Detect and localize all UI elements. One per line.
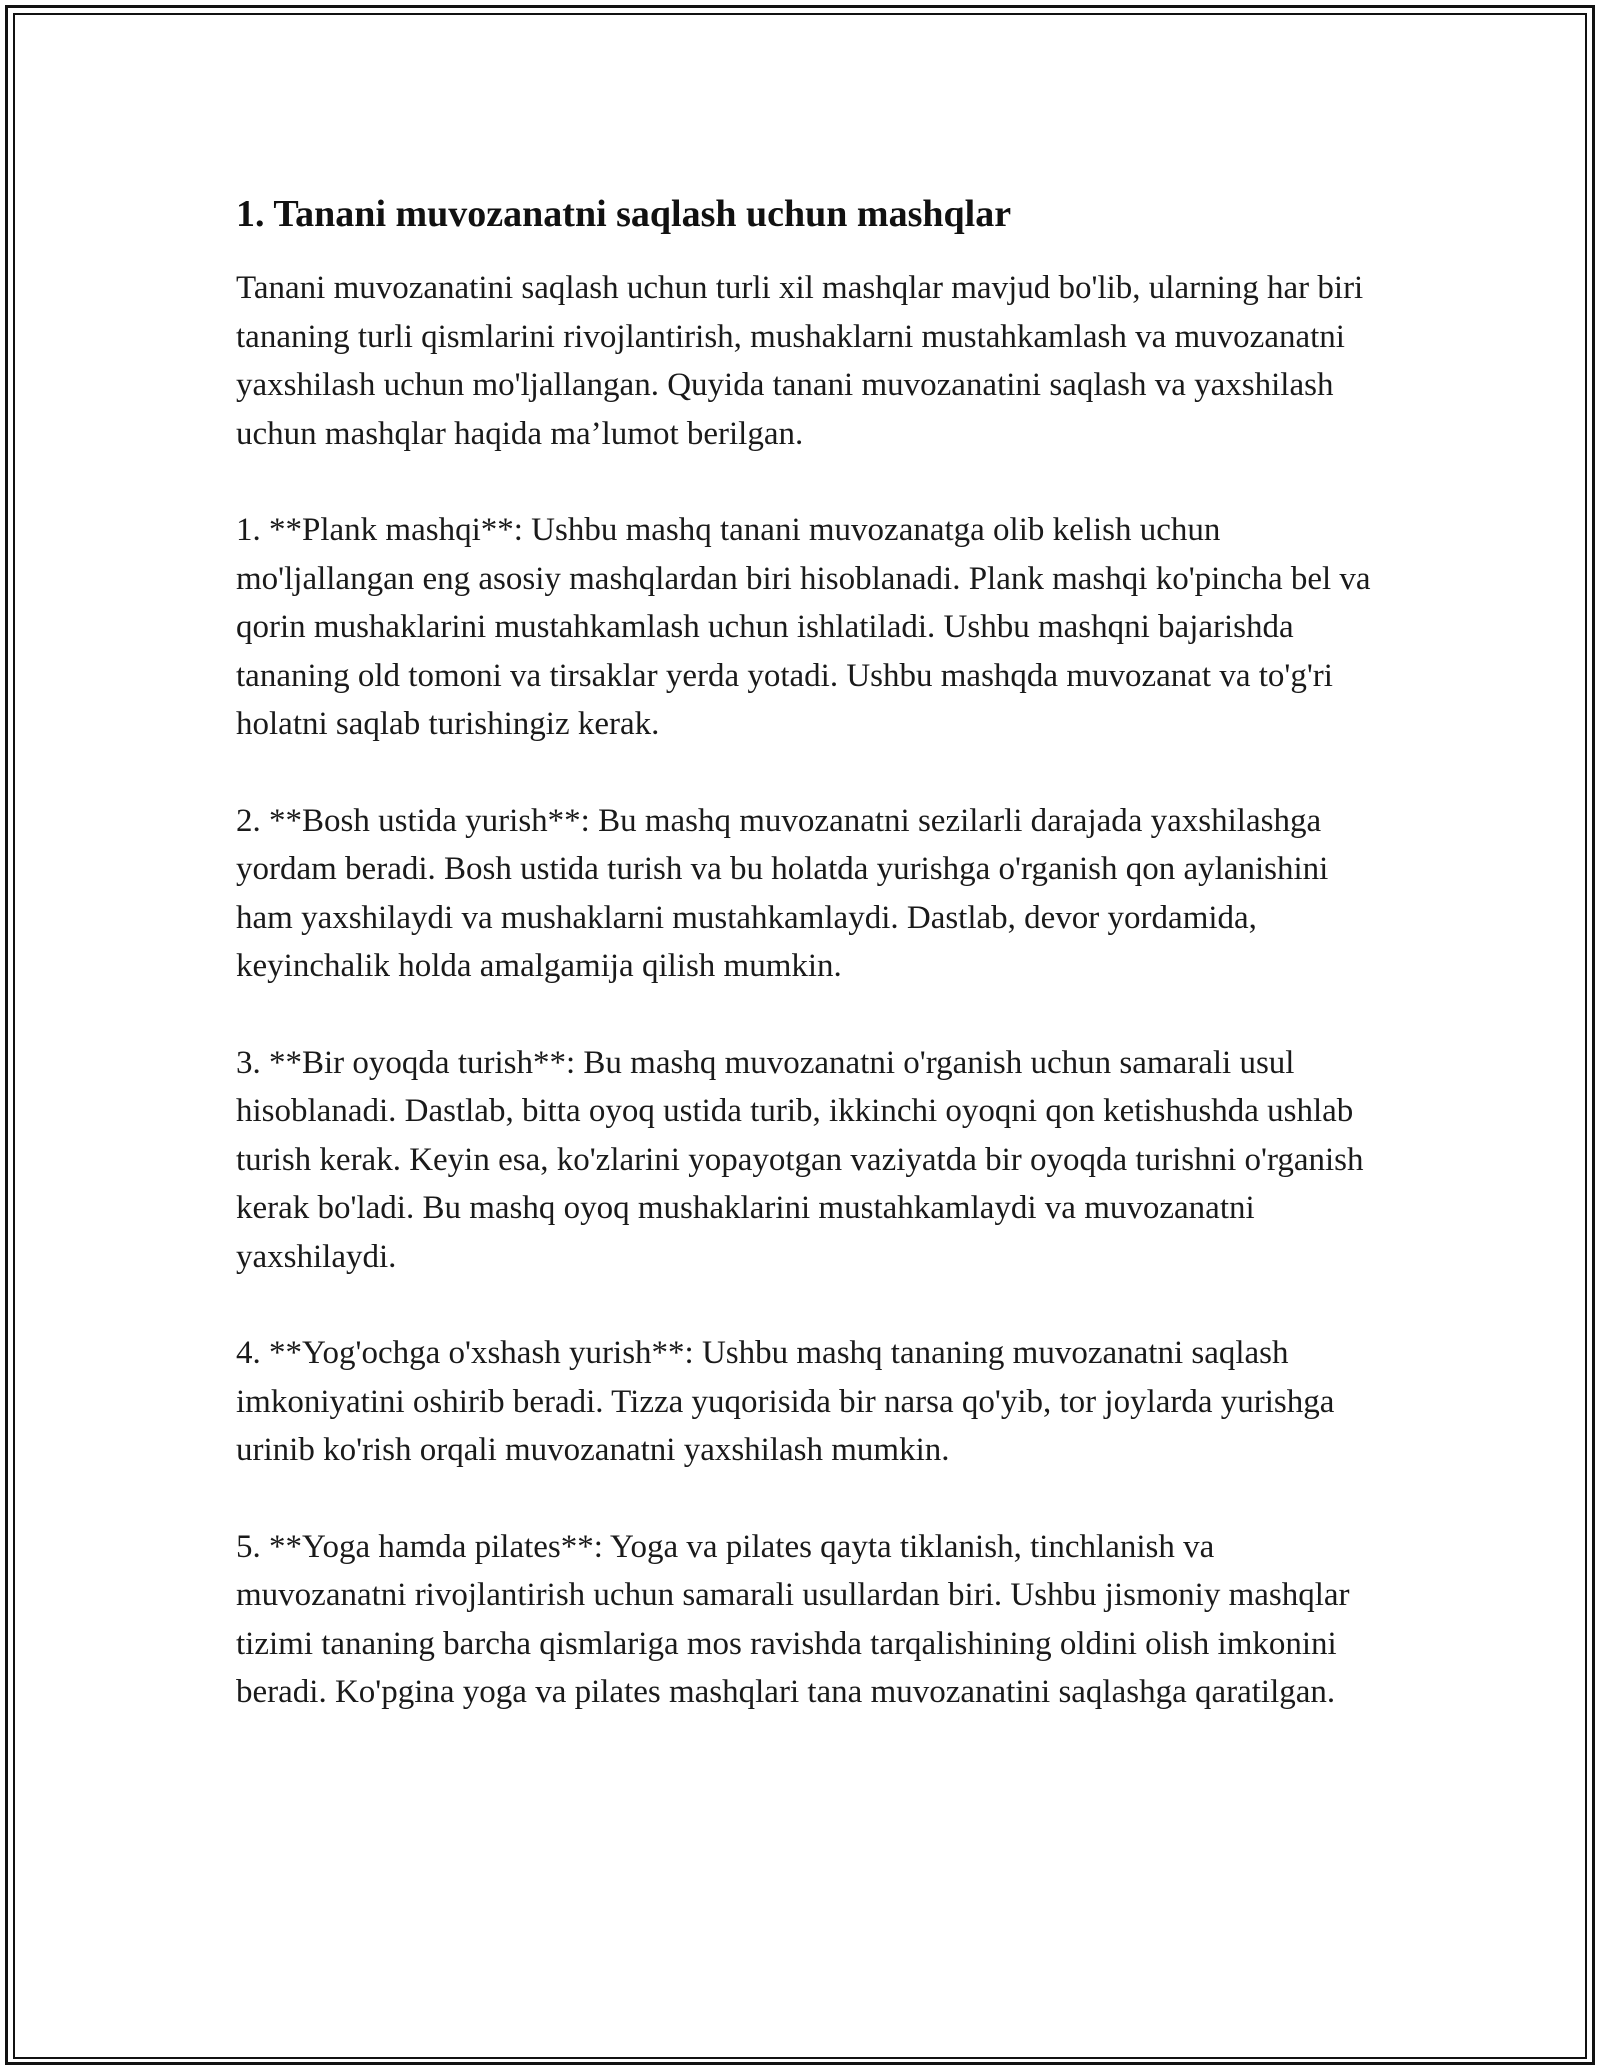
paragraph-one-leg-stand: 3. **Bir oyoqda turish**: Bu mashq muvozanatni o'rganish uchun samarali usul hisoblanadi. Dastlab, bitta oyoq ustida turib, ikkinchi oyoqni qon ketishushda ushlab turish kerak. Keyin esa, ko'zlarini yopayotgan vaziyatda bir oyoqda turishni o'rganish kerak bo'ladi. Bu mashq oyoq mushaklarini mustahkamlaydi va muvozanatni yaxshilaydi. xyxy=(236,1044,1364,1275)
document-page xyxy=(236,190,1386,1765)
paragraph-yoga-pilates: 5. **Yoga hamda pilates**: Yoga va pilates qayta tiklanish, tinchlanish va muvozanatni rivojlantirish uchun samarali usullardan biri. Ushbu jismoniy mashqlar tizimi tananing barcha qismlariga mos ravishda tarqalishining oldini olish imkonini beradi. Ko'pgina yoga va pilates mashqlari tana muvozanatini saqlashga qaratilgan. xyxy=(236,1528,1350,1710)
paragraph-headstand-walk: 2. **Bosh ustida yurish**: Bu mashq muvozanatni sezilarli darajada yaxshilashga yordam beradi. Bosh ustida turish va bu holatda yurishga o'rganish qon aylanishini ham yaxshilaydi va mushaklarni mustahkamlaydi. Dastlab, devor yordamida, keyinchalik holda amalgamija qilish mumkin. xyxy=(236,802,1329,984)
intro-paragraph: Tanani muvozanatini saqlash uchun turli xil mashqlar mavjud bo'lib, ularning har biri tananing turli qismlarini rivojlantirish, mushaklarni mustahkamlash va muvozanatni yaxshilash uchun mo'ljallangan. Quyida tanani muvozanatini saqlash va yaxshilash uchun mashqlar haqida ma’lumot berilgan. xyxy=(236,270,1364,452)
document-title: 1. Tanani muvozanatni saqlash uchun mashqlar xyxy=(236,193,1012,235)
paragraph-plank: 1. **Plank mashqi**: Ushbu mashq tanani muvozanatga olib kelish uchun mo'ljallangan eng asosiy mashqlardan biri hisoblanadi. Plank mashqi ko'pincha bel va qorin mushaklarini mustahkamlash uchun ishlatiladi. Ushbu mashqni bajarishda tananing old tomoni va tirsaklar yerda yotadi. Ushbu mashqda muvozanat va to'g'ri holatni saqlab turishingiz kerak. xyxy=(236,512,1371,742)
paragraph-log-walk: 4. **Yog'ochga o'xshash yurish**: Ushbu mashq tananing muvozanatni saqlash imkoniyatini oshirib beradi. Tizza yuqorisida bir narsa qo'yib, tor joylarda yurishga urinib ko'rish orqali muvozanatni yaxshilash mumkin. xyxy=(236,1335,1335,1468)
